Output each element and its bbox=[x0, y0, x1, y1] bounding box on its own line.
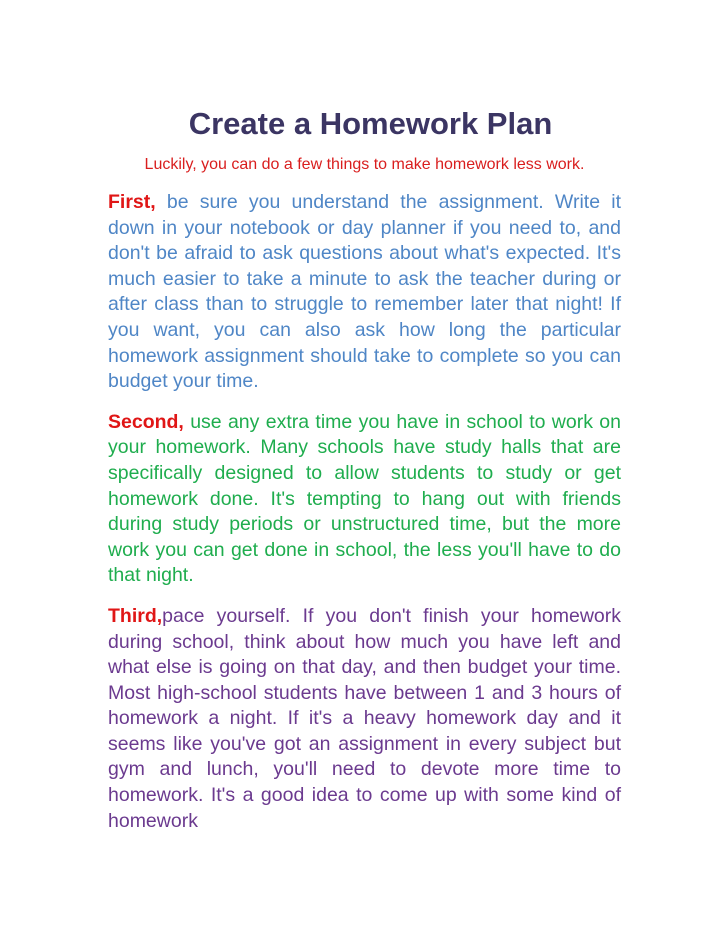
paragraph-second-text: use any extra time you have in school to work on your homework. Many schools have study halls that are specifically designed to allow students to study or get homework done. It's tempting to hang out with friends during study periods or unstructured time, but the more work you can get done in school, the less you'll have to do that night. bbox=[108, 410, 621, 587]
paragraph-first-text: be sure you understand the assignment. Write it down in your notebook or day planner if you need to, and don't be afraid to ask questions about what's expected. It's much easier to take a minute to ask the teacher during or after class than to struggle to remember later that night! If you want, you can also ask how long the particular homework assignment should take to complete so you can budget your time. bbox=[108, 191, 621, 393]
paragraph-second-lead: Second, bbox=[108, 410, 184, 433]
document-title: Create a Homework Plan bbox=[188, 106, 553, 141]
document-subtitle: Luckily, you can do a few things to make homework less work. bbox=[144, 156, 585, 173]
paragraph-third bbox=[108, 604, 621, 834]
document-body bbox=[108, 104, 621, 834]
paragraph-third-text: pace yourself. If you don't finish your homework during school, think about how much you have left and what else is going on that day, and then budget your time. Most high-school students have between 1 and 3 hours of homework a night. If it's a heavy homework day and it seems like you've got an assignment in every subject but gym and lunch, you'll need to devote more time to homework. It's a good idea to come up with some kind of homework bbox=[108, 604, 621, 832]
paragraph-third-lead: Third, bbox=[108, 604, 163, 627]
paragraph-second bbox=[108, 410, 621, 589]
paragraph-first-lead: First, bbox=[108, 191, 156, 213]
paragraph-first bbox=[108, 190, 621, 395]
